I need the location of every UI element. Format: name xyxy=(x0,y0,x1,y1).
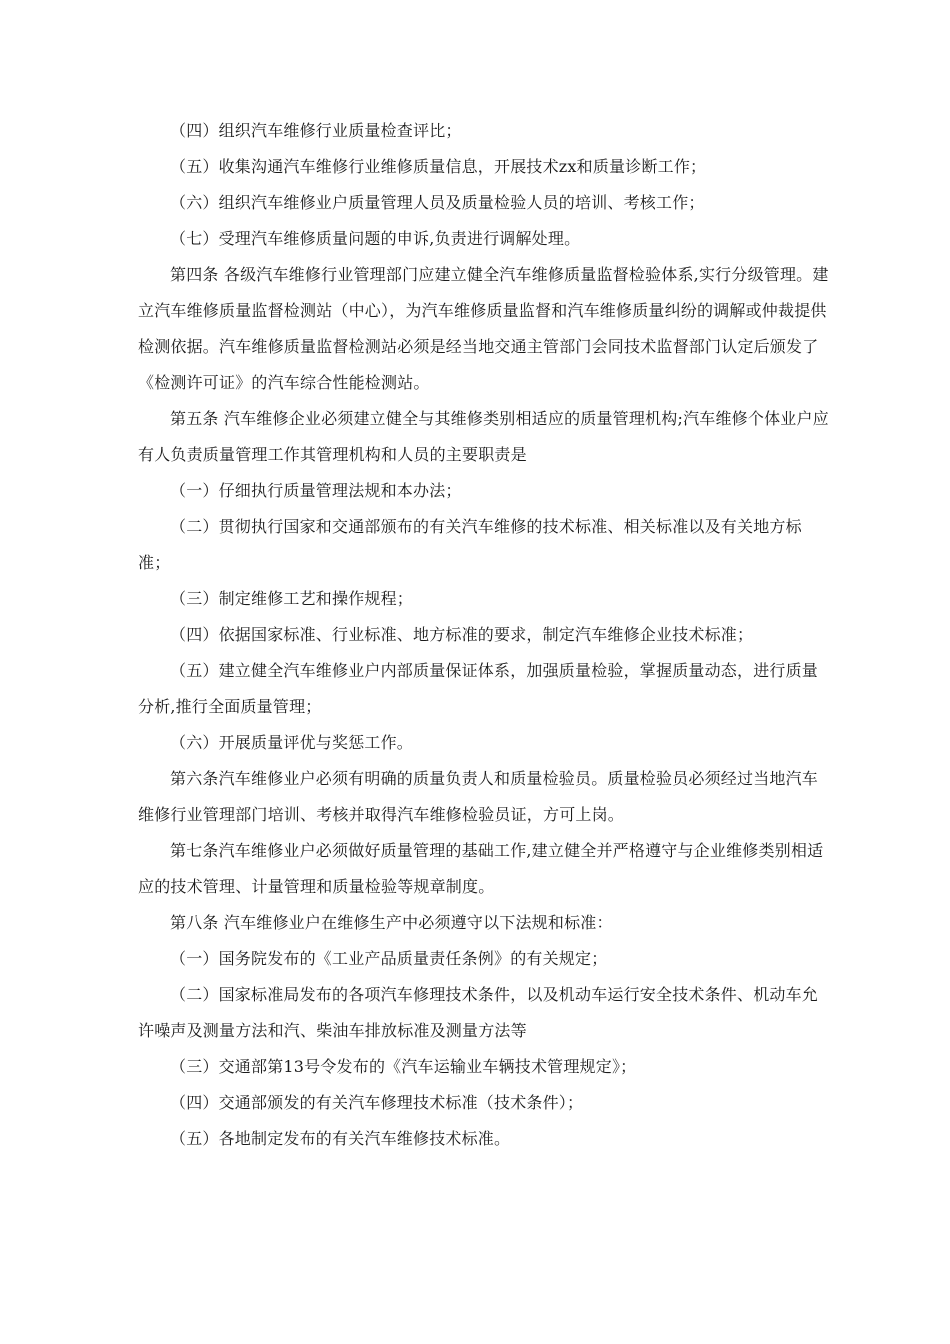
article-5-paragraph: 第五条 汽车维修企业必须建立健全与其维修类别相适应的质量管理机构;汽车维修个体业户应有人负责质量管理工作其管理机构和人员的主要职责是 xyxy=(138,409,829,464)
paragraph-3: （六）组织汽车维修业户质量管理人员及质量检验人员的培训、考核工作； xyxy=(170,193,705,212)
article-8-item-5: （五）各地制定发布的有关汽车维修技术标准。 xyxy=(170,1129,511,1148)
article-8-item-1: （一）国务院发布的《工业产品质量责任条例》的有关规定； xyxy=(170,949,608,968)
article-8-item-4: （四）交通部颁发的有关汽车修理技术标准（技术条件）； xyxy=(170,1093,584,1112)
article-4-paragraph: 第四条 各级汽车维修行业管理部门应建立健全汽车维修质量监督检验体系,实行分级管理。建立汽车维修质量监督检测站（中心），为汽车维修质量监督和汽车维修质量纠纷的调解或仲裁提供检测依据。汽车维修质量监督检测站必须是经当地交通主管部门会同技术监督部门认定后颁发了《检测许可证》的汽车综合性能检测站。 xyxy=(138,265,829,392)
article-8-paragraph: 第八条 汽车维修业户在维修生产中必须遵守以下法规和标准： xyxy=(170,913,613,932)
paragraph-4: （七）受理汽车维修质量问题的申诉,负责进行调解处理。 xyxy=(170,229,581,248)
article-8-item-3: （三）交通部第13号令发布的《汽车运输业车辆技术管理规定》； xyxy=(170,1057,637,1076)
paragraph-1: （四）组织汽车维修行业质量检查评比； xyxy=(170,121,462,140)
article-5-item-2: （二）贯彻执行国家和交通部颁布的有关汽车维修的技术标准、相关标准以及有关地方标准； xyxy=(138,517,802,572)
article-5-item-6: （六）开展质量评优与奖惩工作。 xyxy=(170,733,414,752)
article-8-item-2: （二）国家标准局发布的各项汽车修理技术条件，以及机动车运行安全技术条件、机动车允许噪声及测量方法和汽、柴油车排放标准及测量方法等 xyxy=(138,985,819,1040)
article-7-paragraph: 第七条汽车维修业户必须做好质量管理的基础工作,建立健全并严格遵守与企业维修类别相适应的技术管理、计量管理和质量检验等规章制度。 xyxy=(138,841,824,896)
article-5-item-5: （五）建立健全汽车维修业户内部质量保证体系，加强质量检验，掌握质量动态，进行质量分析,推行全面质量管理； xyxy=(138,661,819,716)
article-5-item-4: （四）依据国家标准、行业标准、地方标准的要求，制定汽车维修企业技术标准； xyxy=(170,625,754,644)
article-6-paragraph: 第六条汽车维修业户必须有明确的质量负责人和质量检验员。质量检验员必须经过当地汽车维修行业管理部门培训、考核并取得汽车维修检验员证，方可上岗。 xyxy=(138,769,819,824)
paragraph-2: （五）收集沟通汽车维修行业维修质量信息，开展技术zx和质量诊断工作； xyxy=(170,157,707,176)
article-5-item-3: （三）制定维修工艺和操作规程； xyxy=(170,589,414,608)
article-5-item-1: （一）仔细执行质量管理法规和本办法； xyxy=(170,481,462,500)
document-body xyxy=(138,113,830,1157)
